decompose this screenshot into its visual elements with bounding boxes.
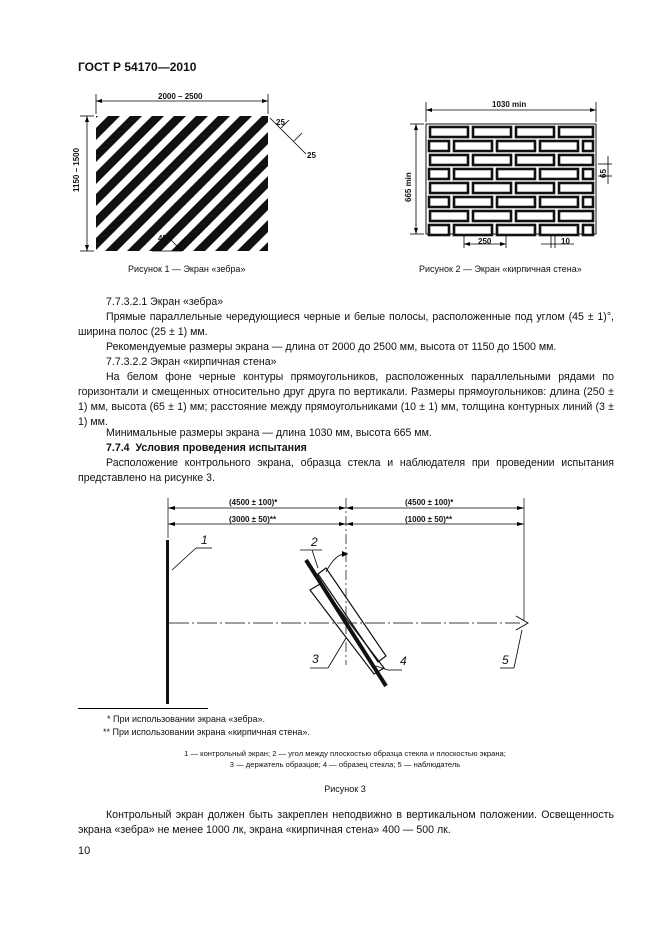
- figure-1-caption: Рисунок 1 — Экран «зебра»: [128, 264, 246, 274]
- brick: [473, 127, 511, 137]
- brick: [559, 211, 593, 221]
- fig2-brick-width-label: 250: [478, 237, 492, 246]
- test-conditions-text: Расположение контрольного экрана, образца стекла и наблюдателя при проведении испытания представлено на рисунке 3.: [78, 457, 614, 484]
- footnote-2: ** При использовании экрана «кирпичная стена».: [103, 727, 310, 737]
- section-7-7-3-2-2-title: 7.7.3.2.2 Экран «кирпичная стена»: [106, 356, 277, 368]
- zebra-description: Прямые параллельные чередующиеся черные и белые полосы, расположенные под углом (45 ± 1)°, ширина полос (25 ± 1) мм.: [78, 311, 614, 338]
- brick: [497, 197, 535, 207]
- fig1-height-label: 1150 – 1500: [72, 147, 81, 192]
- figure-2-brick-diagram: [404, 96, 624, 256]
- brick: [583, 169, 593, 179]
- footnote-rule: [78, 708, 208, 709]
- fig1-stripe-label-2: 25: [307, 151, 316, 160]
- fig2-height-label: 665 min: [404, 172, 413, 202]
- brick: [430, 183, 468, 193]
- figure-3-caption: Рисунок 3: [324, 784, 366, 794]
- brick: [473, 211, 511, 221]
- brick: [454, 169, 492, 179]
- brick: [583, 141, 593, 151]
- brick: [454, 197, 492, 207]
- document-header: ГОСТ Р 54170—2010: [78, 60, 197, 74]
- brick: [430, 155, 468, 165]
- fig3-dim-top-right: (4500 ± 100)*: [405, 498, 454, 507]
- brick: [429, 141, 449, 151]
- brick: [516, 183, 554, 193]
- section-7-7-4-heading: [78, 441, 614, 456]
- brick: [473, 183, 511, 193]
- brick: [559, 127, 593, 137]
- brick: [429, 225, 449, 235]
- figure-1-zebra-diagram: [74, 88, 334, 258]
- fig1-stripe-label-1: 25: [276, 118, 285, 127]
- zebra-dimensions: Рекомендуемые размеры экрана — длина от 2000 до 2500 мм, высота от 1150 до 1500 мм.: [106, 341, 557, 353]
- brick: [540, 141, 578, 151]
- page-number: 10: [78, 845, 91, 857]
- fig3-label-4: 4: [400, 654, 407, 668]
- section-title: Условия проведения испытания: [135, 442, 307, 454]
- brick: [583, 225, 593, 235]
- figure-2-caption: Рисунок 2 — Экран «кирпичная стена»: [419, 264, 582, 274]
- brick: [559, 155, 593, 165]
- brick: [516, 127, 554, 137]
- brick: [454, 141, 492, 151]
- brick-dimensions: Минимальные размеры экрана — длина 1030 мм, высота 665 мм.: [106, 427, 432, 439]
- sample-holder: [310, 584, 384, 674]
- brick: [430, 211, 468, 221]
- brick: [497, 169, 535, 179]
- fig3-label-3: 3: [312, 652, 319, 666]
- brick: [497, 225, 535, 235]
- footnote-1: * При использовании экрана «зебра».: [107, 714, 266, 724]
- brick: [559, 183, 593, 193]
- brick: [429, 169, 449, 179]
- brick: [516, 155, 554, 165]
- fig3-dim-bottom-right: (1000 ± 50)**: [405, 515, 453, 524]
- fig1-angle-label: 45°: [158, 234, 171, 243]
- figure-3-setup-diagram: [150, 490, 550, 710]
- section-number: 7.7.4: [106, 442, 130, 454]
- fig3-dim-bottom-left: (3000 ± 50)**: [229, 515, 277, 524]
- fig3-label-1: 1: [201, 533, 208, 547]
- fig3-dim-top-left: (4500 ± 100)*: [229, 498, 278, 507]
- brick-description: На белом фоне черные контуры прямоугольников, расположенных параллельными рядами по горизонтали и смещенных относительно друг друга по вертикали. Размеры прямоугольников: длина (250 ± 1) мм, высота (65 ± 1) мм; расстояние между прямоугольниками (10 ± 1) мм, толщина контурных линий (3 ± 1) мм.: [78, 371, 614, 428]
- brick: [540, 225, 578, 235]
- brick: [429, 197, 449, 207]
- brick: [540, 197, 578, 207]
- fig3-legend-line-1: 1 — контрольный экран; 2 — угол между плоскостью образца стекла и плоскостью экрана;: [184, 749, 506, 758]
- closing-paragraph: Контрольный экран должен быть закреплен неподвижно в вертикальном положении. Освещенность экрана «зебра» не менее 1000 лк, экрана «кирпичная стена» 400 — 500 лк.: [78, 809, 614, 836]
- brick: [540, 169, 578, 179]
- fig3-label-5: 5: [502, 653, 509, 667]
- fig3-legend-line-2: 3 — держатель образцов; 4 — образец стекла; 5 — наблюдатель: [229, 760, 461, 769]
- control-screen: [166, 540, 169, 704]
- brick: [430, 127, 468, 137]
- brick: [497, 141, 535, 151]
- brick: [473, 155, 511, 165]
- fig2-brick-height-label: 65: [599, 169, 608, 178]
- brick: [583, 197, 593, 207]
- fig2-width-label: 1030 min: [492, 100, 527, 109]
- brick: [454, 225, 492, 235]
- fig3-label-2: 2: [311, 535, 318, 549]
- fig1-width-label: 2000 – 2500: [158, 92, 203, 101]
- brick: [516, 211, 554, 221]
- fig2-gap-label: 10: [561, 237, 570, 246]
- section-7-7-3-2-1-title: 7.7.3.2.1 Экран «зебра»: [106, 296, 224, 308]
